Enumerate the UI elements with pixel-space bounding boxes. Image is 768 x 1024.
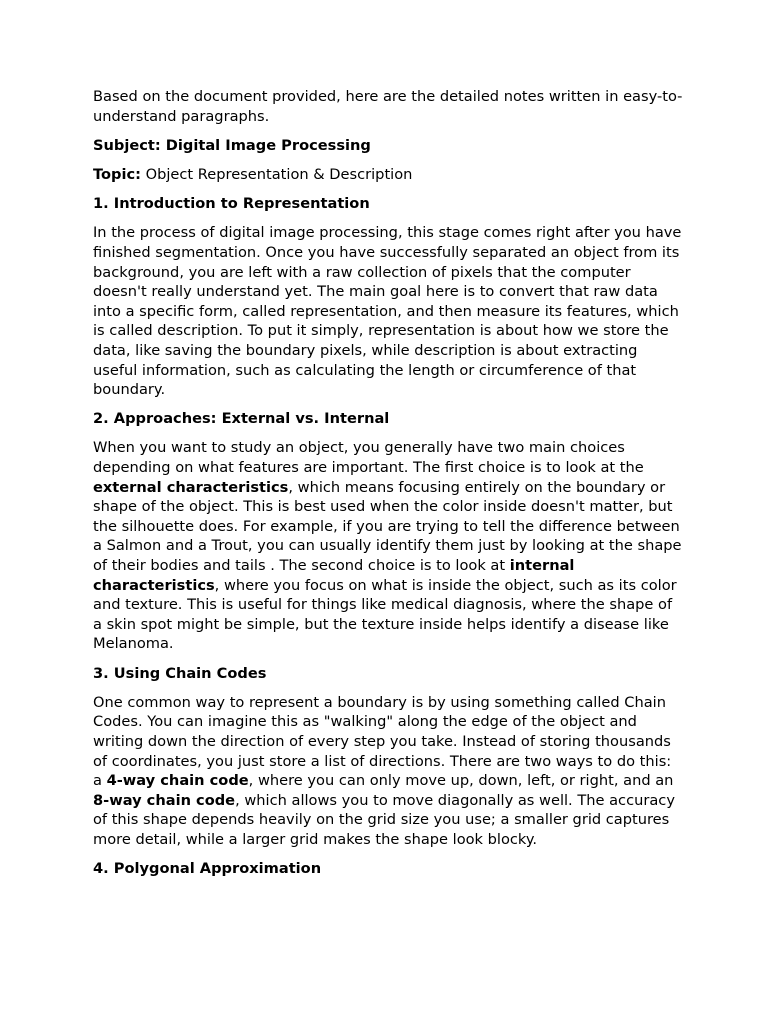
topic-line	[93, 165, 683, 185]
section-3-text-3: , which allows you to move diagonally as well. The accuracy of this shape depends heavily on the grid size you use; a smaller grid captures more detail, while a larger grid makes the shape look blocky.	[93, 791, 675, 848]
section-2-bold-external: external characteristics	[93, 478, 289, 496]
section-2-bold-internal: internal characteristics	[93, 557, 575, 594]
subject-line: Subject: Digital Image Processing	[93, 136, 371, 154]
section-3-text-2: , where you can only move up, down, left, or right, and an	[248, 772, 674, 790]
section-1-body: In the process of digital image processing, this stage comes right after you have finished segmentation. Once you have successfully separated an object from its background, you are left with a raw collection of pixels that the computer doesn't really understand yet. The main goal here is to convert that raw data into a specific form, called representation, and then measure its features, which is called description. To put it simply, representation is about how we store the data, like saving the boundary pixels, while description is about extracting useful information, such as calculating the length or circumference of that boundary.	[93, 224, 682, 399]
topic-value: Object Representation & Description	[140, 165, 413, 183]
section-3-body	[93, 693, 683, 850]
section-2-text-2: , which means focusing entirely on the boundary or shape of the object. This is best used when the color inside doesn't matter, but the silhouette does. For example, if you are trying to tell the difference between a Salmon and a Trout, you can usually identify them just by looking at the shape of their bodies and tails . The second choice is to look at	[93, 478, 682, 575]
section-1-heading: 1. Introduction to Representation	[93, 195, 370, 213]
topic-label: Topic:	[93, 165, 141, 183]
intro-paragraph: Based on the document provided, here are the detailed notes written in easy-to-understand paragraphs.	[93, 88, 683, 125]
section-3-bold-8way: 8-way chain code	[93, 791, 236, 809]
section-2-text-3: , where you focus on what is inside the object, such as its color and texture. This is useful for things like medical diagnosis, where the shape of a skin spot might be simple, but the texture inside helps identify a disease like Melanoma.	[93, 576, 677, 653]
section-4-heading: 4. Polygonal Approximation	[93, 860, 322, 878]
section-2-text-1: When you want to study an object, you generally have two main choices depending on what features are important. The first choice is to look at the	[93, 439, 644, 477]
section-2-heading: 2. Approaches: External vs. Internal	[93, 410, 390, 428]
section-3-text-1: One common way to represent a boundary is by using something called Chain Codes. You can imagine this as "walking" along the edge of the object and writing down the direction of every step you take. Instead of storing thousands of coordinates, you just store a list of directions. There are two ways to do this: a	[93, 693, 672, 790]
section-2-body	[93, 438, 683, 654]
document-page	[93, 87, 683, 888]
section-3-bold-4way: 4-way chain code	[106, 772, 249, 790]
section-3-heading: 3. Using Chain Codes	[93, 664, 267, 682]
